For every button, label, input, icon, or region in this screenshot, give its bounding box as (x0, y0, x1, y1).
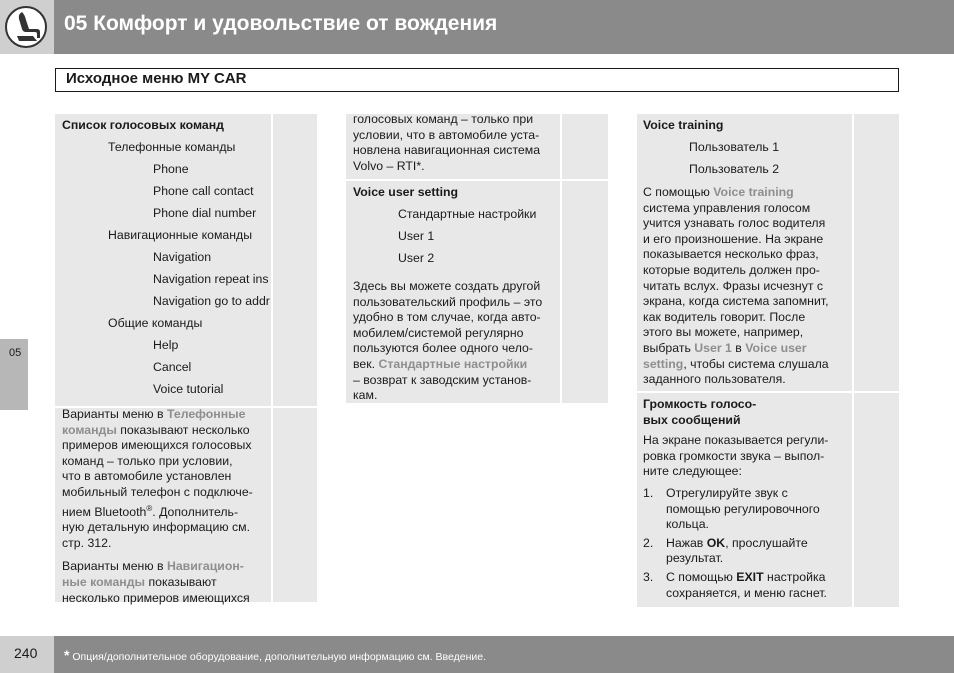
page-number-box (0, 636, 54, 673)
list-item: Cancel (153, 360, 192, 374)
text: . Дополнитель- (152, 504, 239, 519)
text: команд – только при условии, (62, 453, 233, 468)
list-item: Общие команды (108, 316, 203, 330)
list-item: Phone call contact (153, 184, 254, 198)
page-title: 05 Комфорт и удовольствие от вождения (64, 12, 498, 35)
text: пользовательский профиль – это (353, 294, 543, 309)
highlight: Телефонные (166, 407, 246, 421)
text: экрана, когда система запомнит, (643, 294, 829, 309)
text: Здесь вы можете создать другой (353, 279, 541, 293)
list-item: Phone (153, 162, 189, 176)
text: читать вслух. Фразы исчезнут с (643, 278, 824, 293)
step-number: 3. (643, 569, 654, 584)
text: и его произношение. На экране (643, 231, 824, 246)
text: показывают (145, 575, 217, 590)
text: которые водитель должен про- (643, 262, 820, 277)
footnote-text: Опция/дополнительное оборудование, дополнительную информацию см. Введение. (69, 651, 486, 663)
section-title: Исходное меню MY CAR (66, 70, 247, 87)
text: пользуются более одного чело- (353, 341, 533, 356)
list-item: Пользователь 2 (689, 162, 780, 176)
text: помощью регулировочного (666, 501, 820, 516)
text: примеров имеющихся голосовых (62, 438, 252, 453)
list-item: Phone dial number (153, 206, 257, 220)
step-item (643, 570, 851, 601)
text: удобно в том случае, когда авто- (353, 310, 541, 325)
page-header (0, 0, 954, 54)
registered-mark: ® (146, 503, 153, 513)
text: стр. 312. (62, 535, 112, 550)
car-seat-icon (0, 0, 54, 54)
text: ную детальную информацию см. (62, 520, 250, 535)
text: настройка (763, 569, 826, 584)
text: мобильный телефон с подключе- (62, 484, 253, 499)
text: , прослушайте (725, 535, 808, 550)
text: как водитель говорит. После (643, 309, 806, 324)
text: показывают несколько (116, 422, 250, 437)
col2-heading: Voice user setting (353, 185, 459, 199)
list-item: Navigation repeat ins (153, 272, 269, 286)
list-item: Navigation (153, 250, 212, 264)
text: век. (353, 356, 379, 371)
col3-heading: Voice training (643, 118, 724, 132)
text: С помощью (643, 185, 714, 199)
text: показывается несколько фраз, (643, 247, 819, 262)
list-item: Navigation go to addr (153, 294, 270, 308)
chapter-icon-box (0, 0, 54, 54)
text: , чтобы система слушала (683, 356, 829, 371)
text: условии, что в автомобиле уста- (353, 127, 540, 142)
list-item: Телефонные команды (108, 140, 236, 154)
col2-stripe (562, 114, 608, 403)
col3-content (643, 118, 851, 388)
list-item: User 1 (398, 229, 435, 243)
list-item: Навигационные команды (108, 228, 253, 242)
highlight: Навигацион- (166, 559, 244, 574)
highlight: User 1 (694, 340, 732, 355)
text: этого вы можете, например, (643, 325, 804, 340)
text: мобилем/системой регулярно (353, 325, 524, 340)
text: учится узнавать голос водителя (643, 216, 826, 231)
col1-paragraph-phone (62, 407, 270, 606)
chapter-side-tab (0, 339, 28, 410)
text: заданного пользователя. (643, 372, 786, 387)
step-item (643, 536, 851, 567)
list-item: Help (153, 338, 179, 352)
col3-stripe (854, 114, 899, 607)
text: нием Bluetooth (62, 504, 147, 519)
footnote-star: * (64, 647, 70, 663)
highlight: Voice training (713, 185, 794, 199)
text: ните следующее: (643, 464, 742, 479)
list-item: Voice tutorial (153, 382, 224, 396)
page-footer (0, 636, 954, 673)
text: что в автомобиле установлен (62, 469, 232, 484)
text: ровка громкости звука – выпол- (643, 448, 825, 463)
text: Варианты меню в (62, 407, 167, 421)
col2-content (353, 185, 559, 404)
highlight: команды (62, 422, 117, 437)
col3-heading2: вых сообщений (643, 412, 741, 427)
text: выбрать (643, 340, 695, 355)
text: Нажав (666, 535, 707, 550)
col2-separator (346, 179, 608, 181)
highlight: Voice user (745, 340, 807, 355)
text: С помощью (666, 569, 737, 584)
col3-heading2: Громкость голосо- (643, 397, 757, 411)
text: кам. (353, 388, 378, 403)
text: сохраняется, и меню гаснет. (666, 585, 827, 600)
text: система управления голосом (643, 200, 811, 215)
col1-heading: Список голосовых команд (62, 118, 224, 132)
text: Отрегулируйте звук с (666, 485, 788, 500)
list-item: User 2 (398, 251, 435, 265)
text: голосовых команд – только при (353, 112, 534, 126)
text: результат. (666, 551, 724, 566)
col3-separator (637, 391, 899, 393)
col1-content (62, 118, 270, 404)
page-number: 240 (14, 645, 38, 661)
highlight: ные команды (62, 575, 146, 590)
col1-stripe (273, 114, 317, 602)
list-item: Пользователь 1 (689, 140, 780, 154)
highlight: Стандартные настройки (378, 356, 528, 371)
chapter-tab-label: 05 (9, 347, 22, 359)
text: в (731, 340, 746, 355)
button-name: EXIT (736, 569, 764, 584)
col3-volume-section (643, 397, 851, 601)
text: Volvo – RTI*. (353, 158, 425, 173)
text: несколько примеров имеющихся (62, 590, 250, 605)
button-name: OK (706, 535, 726, 550)
text: Варианты меню в (62, 559, 167, 574)
step-number: 2. (643, 535, 654, 550)
text: кольца. (666, 517, 709, 532)
highlight: setting (643, 356, 684, 371)
text: – возврат к заводским установ- (353, 372, 532, 387)
section-header (55, 68, 899, 92)
list-item: Стандартные настройки (398, 207, 537, 221)
text: На экране показывается регули- (643, 433, 829, 448)
step-item (643, 486, 851, 533)
step-number: 1. (643, 485, 654, 500)
footnote (64, 647, 486, 663)
col2-continuation (353, 112, 559, 174)
text: новлена навигационная система (353, 143, 541, 158)
